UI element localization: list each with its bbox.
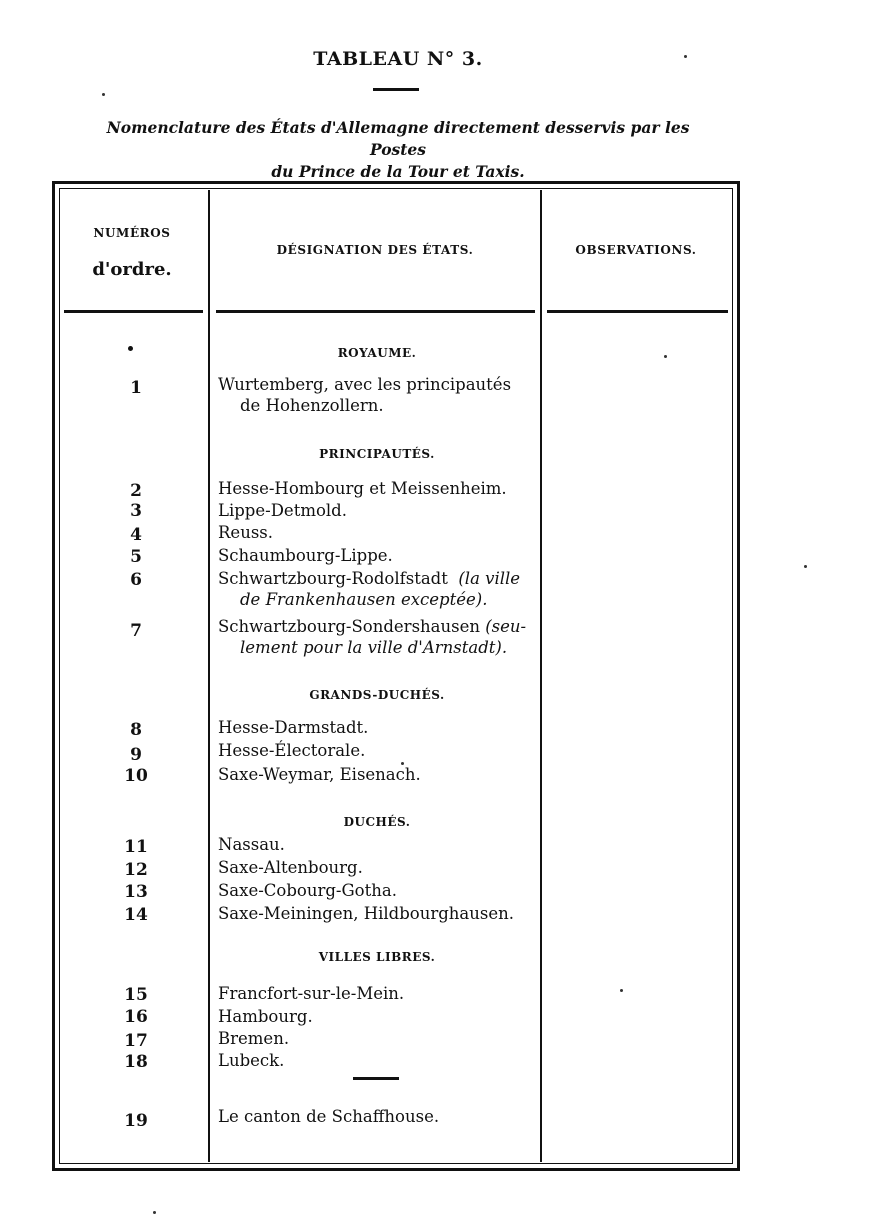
row-designation: Le canton de Schaffhouse. xyxy=(218,1107,440,1126)
row-line-1-main: Schwartzbourg-Rodolfstadt xyxy=(218,569,448,588)
row-number: 3 xyxy=(130,501,142,521)
row-designation: Hesse-Hombourg et Meissenheim. xyxy=(218,479,507,498)
section-principautes: PRINCIPAUTÉS. xyxy=(319,447,435,461)
row-number: 17 xyxy=(124,1031,148,1051)
row-designation: Lippe-Detmold. xyxy=(218,501,347,520)
row-number: 15 xyxy=(124,985,148,1005)
section-royaume: ROYAUME. xyxy=(337,346,417,360)
caption-line-2: du Prince de la Tour et Taxis. xyxy=(271,162,525,181)
row-designation: Hesse-Darmstadt. xyxy=(218,718,369,737)
header-rule-designation xyxy=(216,310,535,313)
row-designation: Saxe-Cobourg-Gotha. xyxy=(218,881,397,900)
row-line-2: de Hohenzollern. xyxy=(240,396,384,415)
row-number: 11 xyxy=(124,837,148,857)
row-designation: Nassau. xyxy=(218,835,285,854)
row-line-2: de Frankenhausen exceptée). xyxy=(240,590,488,609)
row-number: 7 xyxy=(130,621,142,641)
row-designation: Lubeck. xyxy=(218,1051,285,1070)
caption-line-1: Nomenclature des États d'Allemagne directement desservis par les Postes xyxy=(106,118,690,159)
row-line-2: lement pour la ville d'Arnstadt). xyxy=(240,638,508,657)
separator-rule xyxy=(353,1077,399,1080)
row-designation: Hambourg. xyxy=(218,1007,313,1026)
row-line-1 xyxy=(218,616,544,637)
title-rule xyxy=(373,88,419,91)
row-number: 1 xyxy=(130,378,142,398)
print-speck xyxy=(620,989,623,992)
header-numeros: NUMÉROS xyxy=(93,226,171,240)
row-line-1-main: Schwartzbourg-Sondershausen xyxy=(218,617,480,636)
row-number: 13 xyxy=(124,882,148,902)
print-speck xyxy=(401,762,404,765)
print-speck xyxy=(153,1211,156,1214)
table-caption xyxy=(90,117,706,183)
row-designation xyxy=(218,374,544,416)
row-line-1: Wurtemberg, avec les principautés xyxy=(218,375,512,394)
header-designation: DÉSIGNATION DES ÉTATS. xyxy=(276,243,474,257)
print-speck xyxy=(804,565,807,568)
row-designation: Saxe-Weymar, Eisenach. xyxy=(218,765,421,784)
row-number: 8 xyxy=(130,720,142,740)
row-designation: Saxe-Altenbourg. xyxy=(218,858,363,877)
row-number: 12 xyxy=(124,860,148,880)
section-duches: DUCHÉS. xyxy=(343,815,411,829)
row-designation xyxy=(218,616,544,658)
row-designation: Hesse-Électorale. xyxy=(218,741,366,760)
page-title: TABLEAU N° 3. xyxy=(313,48,483,70)
row-designation: Reuss. xyxy=(218,523,273,542)
header-observations: OBSERVATIONS. xyxy=(575,243,697,257)
row-line-1-note: (la ville xyxy=(458,569,521,588)
print-speck xyxy=(102,93,105,96)
section-grands-duches: GRANDS-DUCHÉS. xyxy=(309,688,445,702)
header-rule-number xyxy=(64,310,203,313)
row-number: 16 xyxy=(124,1007,148,1027)
row-designation: Schaumbourg-Lippe. xyxy=(218,546,393,565)
section-villes-libres: VILLES LIBRES. xyxy=(318,950,436,964)
row-designation: Francfort-sur-le-Mein. xyxy=(218,984,405,1003)
row-number: 14 xyxy=(124,905,148,925)
bullet-dot xyxy=(128,346,133,351)
header-ordre: d'ordre. xyxy=(92,259,172,280)
print-speck xyxy=(664,355,667,358)
row-number: 9 xyxy=(130,745,142,765)
print-speck xyxy=(684,55,687,58)
row-designation: Bremen. xyxy=(218,1029,290,1048)
row-number: 6 xyxy=(130,570,142,590)
row-number: 2 xyxy=(130,481,142,501)
row-designation xyxy=(218,568,544,610)
row-number: 5 xyxy=(130,547,142,567)
row-designation: Saxe-Meiningen, Hildbourghausen. xyxy=(218,904,514,923)
row-number: 19 xyxy=(124,1111,148,1131)
header-rule-observations xyxy=(547,310,728,313)
row-number: 18 xyxy=(124,1052,148,1072)
row-line-1 xyxy=(218,568,544,589)
row-number: 10 xyxy=(124,766,148,786)
row-number: 4 xyxy=(130,525,142,545)
row-line-1-note: (seu- xyxy=(485,617,527,636)
